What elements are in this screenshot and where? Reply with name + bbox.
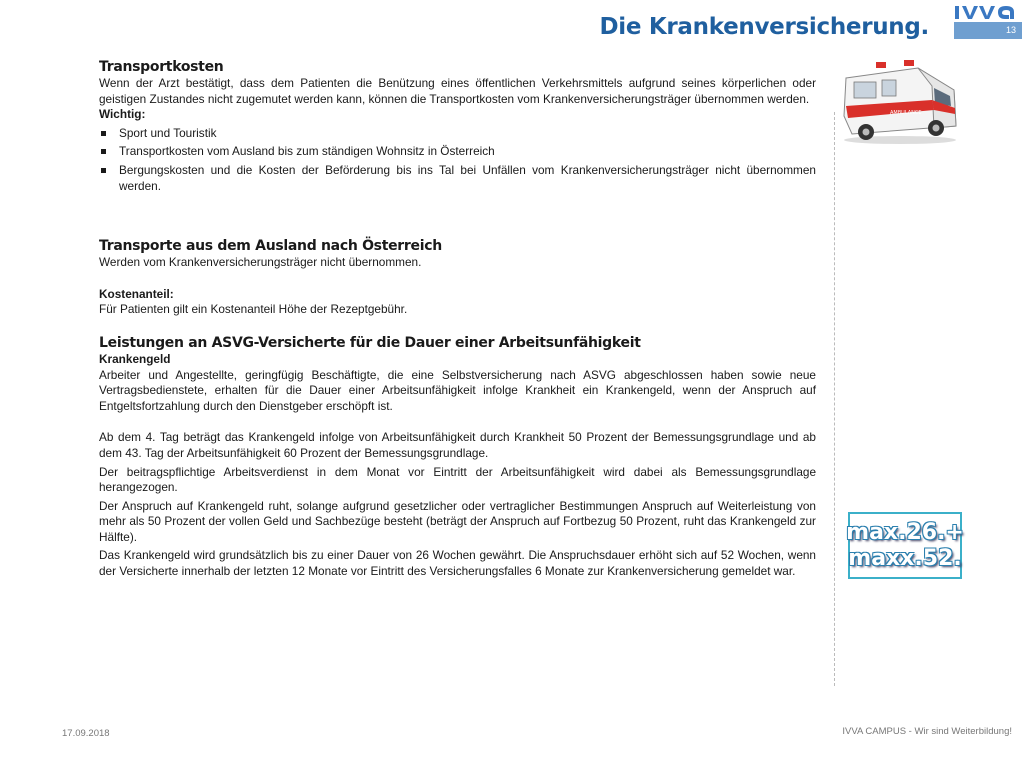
asvg-paragraph-3: Der beitragspflichtige Arbeitsverdienst in dem Monat vor Eintritt der Arbeitsunfähigkeit wird dabei als Bemessungsgrundlage herangezogen. [99,464,816,495]
max-line-2: maxx.52. [848,545,962,571]
list-item: Sport und Touristik [99,126,816,142]
section-heading-transport: Transportkosten [99,59,224,75]
main-content [99,58,816,580]
ivva-logo [954,2,1020,20]
page-title: Die Krankenversicherung. [599,14,929,40]
list-item: Transportkosten vom Ausland bis zum ständigen Wohnsitz in Österreich [99,144,816,160]
ambulance-image [838,56,960,146]
cost-share-label: Kostenanteil: [99,286,174,301]
list-item: Bergungskosten und die Kosten der Beförderung bis ins Tal bei Unfällen vom Krankenversicherungsträger nicht übernommen werden. [99,163,816,194]
max-duration-box [848,512,962,579]
asvg-paragraph-1: Arbeiter und Angestellte, geringfügig Beschäftigte, die eine Selbstversicherung nach ASVG abgeschlossen haben sowie neue Vertragsbedienstete, erhalten für die Dauer einer Arbeitsunfähigkeit infolge Krankheit ein Krankengeld, wenn der Anspruch auf Entgeltsfortzahlung durch den Dienstgeber erschöpft ist. [99,367,816,413]
transport-body: Wenn der Arzt bestätigt, dass dem Patienten die Benützung eines öffentlichen Verkehrsmittels aufgrund seines körperlichen oder geistigen Zustandes nicht zugemutet werden kann, können die Transportkosten vom Krankenversicherungsträger übernommen werden. [99,76,816,106]
abroad-body: Werden vom Krankenversicherungsträger nicht übernommen. [99,255,422,270]
section-heading-asvg: Leistungen an ASVG-Versicherte für die Dauer einer Arbeitsunfähigkeit [99,334,641,351]
footer-tagline: IVVA CAMPUS - Wir sind Weiterbildung! [842,726,1012,737]
asvg-paragraph-2: Ab dem 4. Tag beträgt das Krankengeld infolge von Arbeitsunfähigkeit durch Krankheit 50 Prozent der Bemessungsgrundlage und ab dem 43. Tag der Arbeitsunfähigkeit 60 Prozent der Bemessungsgrundlage. [99,430,816,460]
important-label: Wichtig: [99,107,146,122]
page-number-badge: 13 [954,22,1022,39]
krankengeld-subheading: Krankengeld [99,351,171,366]
asvg-paragraph-5: Das Krankengeld wird grundsätzlich bis zu einer Dauer von 26 Wochen gewährt. Die Anspruchsdauer erhöht sich auf 52 Wochen, wenn der Versicherte innerhalb der letzten 12 Monate vor Eintritt des Versicherungsfalles 6 Monate zur Krankenversicherung gemeldet war. [99,548,816,579]
asvg-paragraph-4: Der Anspruch auf Krankengeld ruht, solange aufgrund gesetzlicher oder vertraglicher Bestimmungen Anspruch auf Weiterleistung von mehr als 50 Prozent der vollen Geld und Sachbezüge besteht (beträgt der Anspruch auf Fortbezug 50 Prozent, ruht das Krankengeld zur Hälfte). [99,498,816,544]
vertical-divider [834,112,835,686]
cost-share-body: Für Patienten gilt ein Kostenanteil Höhe der Rezeptgebühr. [99,302,408,317]
transport-bullet-list [99,126,816,194]
footer-date: 17.09.2018 [62,728,110,739]
ambulance-lettering: AMBULANCE [890,110,922,116]
max-line-1: max.26.+ [846,519,964,545]
section-heading-abroad: Transporte aus dem Ausland nach Österreich [99,238,442,255]
